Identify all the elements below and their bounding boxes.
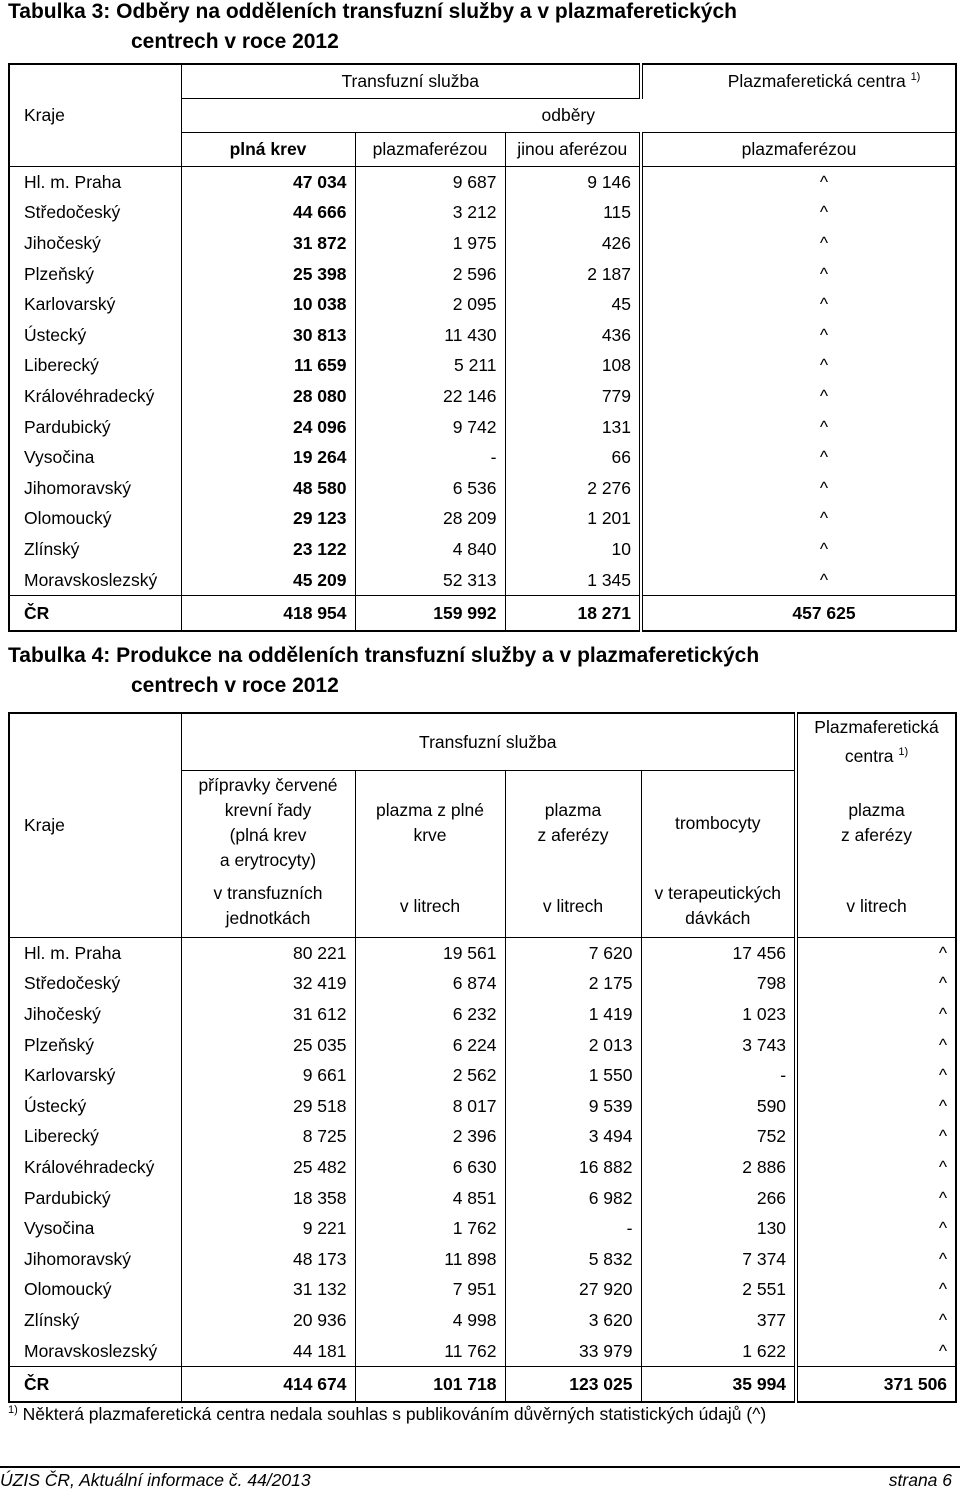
table-cell: 11 762 [355,1336,505,1367]
region-name: Liberecký [24,1126,99,1147]
table4-unit-header [355,875,505,938]
table-cell: 25 398 [181,259,355,290]
table3-title-line2: centrech v roce 2012 [131,30,339,53]
header-text: v litrech [846,895,907,916]
table-cell: 19 561 [355,938,505,969]
table-cell: ^ [641,534,956,565]
table-cell: 80 221 [181,938,355,969]
table-cell: ^ [796,1244,956,1275]
table-cell: 8 017 [355,1091,505,1122]
table-row [9,1244,956,1275]
region-name: Moravskoslezský [24,1340,158,1361]
table-cell: 20 936 [181,1305,355,1336]
region-name: Karlovarský [24,1065,116,1086]
table-row [9,534,956,565]
header-text: (plná krev [229,825,307,845]
table4-title-line1: Tabulka 4: Produkce na odděleních transfuzní služby a v plazmaferetických [8,644,760,667]
table-cell: 9 687 [355,167,505,198]
table-cell: ^ [796,1091,956,1122]
header-text: v litrech [399,895,461,916]
region-name: Karlovarský [24,294,116,315]
table3-col-pc-plazmaferezou: plazmaferézou [641,133,956,167]
table-total-row [9,596,956,632]
table3-header-kraje: Kraje [24,105,65,125]
table-row [9,351,956,382]
table-cell: ^ [796,1213,956,1244]
table-cell: 24 096 [181,412,355,443]
header-text: v transfuzních [213,883,323,903]
footer-page-number: strana 6 [888,1470,952,1490]
table-cell: 2 886 [641,1152,796,1183]
region-name: Ústecký [24,324,87,345]
table-cell: 48 580 [181,473,355,504]
table-row [9,198,956,229]
table3-col-plna-krev: plná krev [181,133,355,167]
region-name: ČR [9,596,181,632]
region-name: Vysočina [24,1218,95,1239]
table-cell: 10 [505,534,641,565]
region-name: Hl. m. Praha [9,938,181,969]
table-cell: 123 025 [505,1367,641,1403]
table4-column-header [505,771,641,876]
table-cell: ^ [641,167,956,198]
header-text: krve [413,825,447,845]
table-cell: ^ [796,1183,956,1214]
table-cell: 377 [641,1305,796,1336]
table-cell: 10 038 [181,289,355,320]
table4-unit-header [505,875,641,938]
table-cell: 29 518 [181,1091,355,1122]
table-row [9,412,956,443]
table-cell: 7 620 [505,938,641,969]
table-cell: 7 951 [355,1275,505,1306]
footnote [8,1404,766,1425]
region-name: Středočeský [24,202,121,223]
table-cell: 52 313 [355,565,505,596]
header-text: plazma [848,799,905,820]
table-cell: 31 612 [181,999,355,1030]
header-text: trombocyty [674,812,761,833]
table-cell: 159 992 [355,596,505,632]
table4-unit-header [796,875,956,938]
region-name: ČR [9,1367,181,1403]
table-cell: 5 832 [505,1244,641,1275]
table-cell: ^ [641,259,956,290]
table-cell: 2 187 [505,259,641,290]
table3-header-odbery: odběry [181,99,956,133]
table-cell: 2 551 [641,1275,796,1306]
region-name: Jihočeský [24,232,101,253]
region-name: Zlínský [24,1309,80,1330]
table-row [9,999,956,1030]
table-cell: 44 666 [181,198,355,229]
table-row [9,1336,956,1367]
region-name: Olomoucký [24,1279,112,1300]
footnote-marker: 1) [8,1404,18,1416]
table-cell: 33 979 [505,1336,641,1367]
table4-unit-header [181,875,355,938]
table-cell: 9 539 [505,1091,641,1122]
table-cell: 11 659 [181,351,355,382]
table-total-row [9,1367,956,1403]
region-name: Vysočina [24,447,95,468]
table-cell: 6 874 [355,969,505,1000]
table-row [9,320,956,351]
table4-column-header [355,771,505,876]
table4-title [8,641,759,701]
table-cell: 752 [641,1122,796,1153]
table4-header-transfuzni-sluzba: Transfuzní služba [181,713,796,771]
header-text: plazma [544,800,602,820]
table-cell: 4 998 [355,1305,505,1336]
table-row [9,473,956,504]
table-cell: 3 494 [505,1122,641,1153]
table-cell: 66 [505,442,641,473]
table4-column-header [641,771,796,876]
header-text: v litrech [542,895,604,916]
table-cell: 2 276 [505,473,641,504]
table-cell: 418 954 [181,596,355,632]
table4-title-line2: centrech v roce 2012 [131,674,339,697]
table-cell: 9 221 [181,1213,355,1244]
table-cell: 23 122 [181,534,355,565]
table-cell: 131 [505,412,641,443]
table4-unit-header [641,875,796,938]
table-cell: 1 201 [505,504,641,535]
table-cell: ^ [641,442,956,473]
table-cell: 1 550 [505,1060,641,1091]
table-cell: ^ [641,351,956,382]
table-cell: 779 [505,381,641,412]
header-text: dávkách [685,908,751,928]
region-name: Plzeňský [24,263,95,284]
region-name: Hl. m. Praha [24,171,122,192]
table4-column-header [181,771,355,876]
table-cell: 371 506 [796,1367,956,1403]
region-name: Jihomoravský [24,1248,131,1269]
table-cell: ^ [796,938,956,969]
table-cell: ^ [796,1275,956,1306]
table-cell: 31 132 [181,1275,355,1306]
region-name: Středočeský [24,973,121,994]
table-cell: 266 [641,1183,796,1214]
table-cell: 101 718 [355,1367,505,1403]
table-cell: ^ [796,1305,956,1336]
table-cell: 130 [641,1213,796,1244]
footnote-text: Některá plazmaferetická centra nedala souhlas s publikováním důvěrných statistických údajů (^) [22,1404,767,1424]
table-row [9,1091,956,1122]
table3-col-plazmaferezou: plazmaferézou [355,133,505,167]
table-cell: 19 264 [181,442,355,473]
table-cell: 115 [505,198,641,229]
table3-title [8,0,737,57]
table-row [9,1213,956,1244]
table-cell: 7 374 [641,1244,796,1275]
table-cell: 25 035 [181,1030,355,1061]
region-name: Královéhradecký [24,385,155,406]
table3-col-jinou-aferezou: jinou aferézou [505,133,641,167]
table-row [9,1305,956,1336]
region-name: Pardubický [24,1187,111,1208]
table-cell: 6 232 [355,999,505,1030]
table-cell: 2 095 [355,289,505,320]
table-row [9,504,956,535]
table-cell: ^ [641,198,956,229]
table-cell: 1 419 [505,999,641,1030]
table-row [9,1030,956,1061]
header-text: z aferézy [841,824,913,845]
table-row [9,969,956,1000]
table-cell: 426 [505,228,641,259]
table-cell: 31 872 [181,228,355,259]
table-cell: - [505,1213,641,1244]
table-row [9,442,956,473]
table3 [8,63,957,632]
table3-title-line1: Tabulka 3: Odběry na odděleních transfuzní služby a v plazmaferetických [8,0,737,23]
table-cell: 414 674 [181,1367,355,1403]
table-row [9,1152,956,1183]
table-cell: ^ [641,381,956,412]
table-cell: ^ [641,473,956,504]
table-cell: 436 [505,320,641,351]
table-cell: 30 813 [181,320,355,351]
table-row [9,289,956,320]
table-cell: - [355,442,505,473]
table-cell: 2 175 [505,969,641,1000]
table-row [9,167,956,198]
table4 [8,712,957,1403]
table-cell: ^ [796,969,956,1000]
header-text: jednotkách [225,908,311,928]
header-text: z aferézy [537,825,609,845]
header-text: přípravky červené [198,775,338,795]
table-cell: 35 994 [641,1367,796,1403]
region-name: Jihočeský [24,1003,101,1024]
table-cell: 2 013 [505,1030,641,1061]
table-cell: 2 396 [355,1122,505,1153]
table-cell: 1 762 [355,1213,505,1244]
table-cell: 25 482 [181,1152,355,1183]
table-cell: ^ [641,565,956,596]
table-row [9,259,956,290]
header-text: krevní řady [224,800,312,820]
header-text: plazma z plné [376,800,484,820]
table-cell: 6 630 [355,1152,505,1183]
table-cell: 2 562 [355,1060,505,1091]
table-cell: ^ [641,289,956,320]
table-cell: 1 622 [641,1336,796,1367]
table-cell: 5 211 [355,351,505,382]
table-row [9,565,956,596]
region-name: Plzeňský [24,1034,95,1055]
table4-header-kraje: Kraje [24,815,65,835]
table-cell: 457 625 [641,596,956,632]
region-name: Královéhradecký [24,1156,155,1177]
table-cell: 6 224 [355,1030,505,1061]
table-cell: 22 146 [355,381,505,412]
table-row [9,1060,956,1091]
table-cell: 6 982 [505,1183,641,1214]
table-cell: 28 209 [355,504,505,535]
table-cell: 9 146 [505,167,641,198]
table-cell: 18 358 [181,1183,355,1214]
region-name: Olomoucký [24,508,112,529]
table-cell: 44 181 [181,1336,355,1367]
region-name: Pardubický [24,416,111,437]
region-name: Jihomoravský [24,477,131,498]
table-cell: 2 596 [355,259,505,290]
header-text: v terapeutických [654,883,781,903]
table-cell: 45 [505,289,641,320]
table-cell: 27 920 [505,1275,641,1306]
table3-header-transfuzni-sluzba: Transfuzní služba [181,64,641,99]
table-row [9,938,956,969]
table-cell: 32 419 [181,969,355,1000]
table-row [9,381,956,412]
table-cell: 11 898 [355,1244,505,1275]
table-cell: 1 023 [641,999,796,1030]
table-cell: 6 536 [355,473,505,504]
table-cell: 8 725 [181,1122,355,1153]
table-cell: 17 456 [641,938,796,969]
table4-header-plazmaferetika: Plazmaferetická centra $^{1)}$ [796,713,956,771]
table-cell: 9 742 [355,412,505,443]
table4-column-header [796,771,956,876]
table-cell: 798 [641,969,796,1000]
table-row [9,1122,956,1153]
region-name: Moravskoslezský [24,569,158,590]
table-cell: 4 840 [355,534,505,565]
table-cell: 11 430 [355,320,505,351]
table-cell: ^ [796,999,956,1030]
footer-source: ÚZIS ČR, Aktuální informace č. 44/2013 [0,1470,311,1490]
table-cell: 590 [641,1091,796,1122]
table-cell: 47 034 [181,167,355,198]
table-cell: 3 620 [505,1305,641,1336]
table-cell: 4 851 [355,1183,505,1214]
table-cell: ^ [796,1030,956,1061]
table-cell: 3 212 [355,198,505,229]
page-footer [0,1466,960,1495]
table-cell: ^ [796,1336,956,1367]
table-cell: 18 271 [505,596,641,632]
table-cell: 3 743 [641,1030,796,1061]
table-cell: ^ [641,228,956,259]
table3-header-plazmaferetika: Plazmaferetická centra $^{1)}$ [641,64,956,99]
table-cell: 28 080 [181,381,355,412]
table-cell: ^ [796,1152,956,1183]
region-name: Zlínský [24,538,80,559]
table-cell: 108 [505,351,641,382]
table-cell: 1 345 [505,565,641,596]
table-cell: - [641,1060,796,1091]
table-cell: 1 975 [355,228,505,259]
table-cell: 16 882 [505,1152,641,1183]
table-cell: ^ [796,1122,956,1153]
table-row [9,1183,956,1214]
table-cell: 45 209 [181,565,355,596]
header-text: a erytrocyty) [219,850,317,870]
table-cell: ^ [641,412,956,443]
table-cell: ^ [796,1060,956,1091]
table-cell: 29 123 [181,504,355,535]
table-cell: 48 173 [181,1244,355,1275]
table-row [9,1275,956,1306]
table-cell: ^ [641,504,956,535]
table-cell: ^ [641,320,956,351]
table-cell: 9 661 [181,1060,355,1091]
region-name: Ústecký [24,1095,87,1116]
table-row [9,228,956,259]
region-name: Liberecký [24,355,99,376]
